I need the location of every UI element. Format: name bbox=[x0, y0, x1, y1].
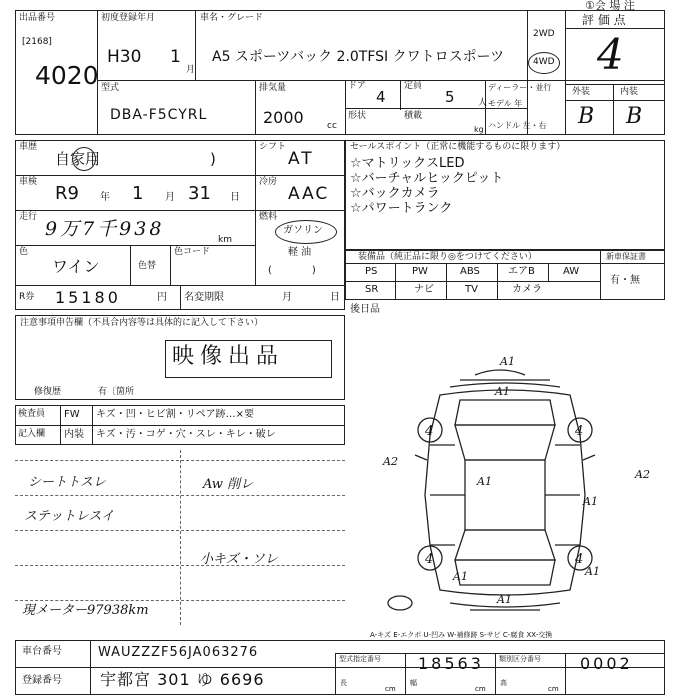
dealer-label: ディーラー・並行 bbox=[488, 83, 552, 92]
first-registration-label: 初度登録年月 bbox=[101, 13, 156, 23]
color-code-label: 色コード bbox=[174, 247, 211, 257]
model-name: A5 スポーツバック 2.0TFSI クワトロスポーツ bbox=[212, 49, 505, 65]
note-line-4: 小キズ・ソレ bbox=[200, 552, 278, 567]
warranty-label: 新車保証書 bbox=[606, 252, 646, 261]
fuel-circle bbox=[275, 220, 337, 244]
mark-a1-right-mid: A1 bbox=[583, 495, 598, 508]
recycle-value: 15180 bbox=[55, 288, 121, 307]
inspection-day-unit: 日 bbox=[230, 192, 240, 203]
interior-label: 内装 bbox=[64, 429, 84, 440]
displacement-label: 排気量 bbox=[259, 83, 287, 93]
displacement-value: 2000 bbox=[263, 108, 304, 127]
inspector-row2: キズ・汚・コゲ・穴・スレ・キレ・破レ bbox=[96, 429, 276, 440]
mileage-unit: km bbox=[218, 235, 232, 245]
inspection-day: 31 bbox=[188, 183, 211, 204]
four-wd-label: 4WD bbox=[533, 57, 555, 67]
selling-point-1: ☆マトリックスLED bbox=[350, 156, 465, 171]
mark-a1-rear: A1 bbox=[453, 570, 468, 583]
repair-history-label: 修復歴 bbox=[34, 387, 62, 397]
loading-label: 積載 bbox=[404, 111, 423, 121]
width-label: 幅 bbox=[410, 679, 417, 687]
class-label: 類別区分番号 bbox=[499, 655, 541, 663]
handle-label: ハンドル 左・右 bbox=[488, 121, 547, 130]
interior-grade: B bbox=[626, 104, 643, 129]
equip-sr: SR bbox=[365, 284, 379, 295]
doors-label: ドア bbox=[348, 81, 366, 91]
small-lot-number: [2168] bbox=[22, 37, 52, 47]
lot-number: 4020 bbox=[35, 61, 99, 90]
inspection-era-year: R9 bbox=[55, 183, 79, 204]
usage-label: 車歴 bbox=[19, 142, 38, 152]
equip-airbag: エアB bbox=[508, 266, 535, 277]
inspector-label: 検査員 bbox=[18, 409, 46, 419]
fw-label: FW bbox=[64, 409, 80, 420]
registration-month-unit: 月 bbox=[186, 65, 196, 75]
mark-4-rr: 4 bbox=[575, 552, 584, 567]
recycle-unit: 円 bbox=[157, 292, 167, 303]
kg-label: kg bbox=[474, 125, 484, 134]
exterior-grade: B bbox=[578, 104, 595, 129]
four-wd-circle bbox=[528, 52, 560, 74]
deadline-label: 名変期限 bbox=[184, 292, 224, 303]
aircon-label: 冷房 bbox=[259, 177, 278, 187]
odometer-note: 現メーター97938km bbox=[22, 603, 149, 618]
note-line-2: ステットレスイ bbox=[24, 509, 115, 524]
mark-a1-bottom: A1 bbox=[497, 593, 512, 606]
note-line-1: シートトスレ bbox=[28, 475, 106, 490]
mark-a2-left: A2 bbox=[383, 455, 398, 468]
mark-4-fl: 4 bbox=[425, 424, 434, 439]
selling-point-2: ☆バーチャルヒックピット bbox=[350, 171, 504, 186]
equip-camera: カメラ bbox=[512, 284, 542, 295]
score-value: 4 bbox=[597, 30, 624, 79]
equipment-title: 装備品（純正品に限り◎をつけてください） bbox=[358, 252, 537, 262]
exterior-grade-label: 外装 bbox=[572, 87, 591, 97]
cert-label: 型式指定番号 bbox=[339, 655, 381, 663]
inspection-month: 1 bbox=[132, 183, 144, 204]
deadline-day-unit: 日 bbox=[330, 292, 340, 303]
warranty-value: 有・無 bbox=[610, 275, 640, 286]
equip-pw: PW bbox=[412, 266, 428, 277]
inspection-label: 車検 bbox=[19, 177, 38, 187]
venue-label: ①会 場 注 bbox=[585, 0, 635, 12]
score-label: 評 価 点 bbox=[582, 13, 626, 27]
mark-a1-top: A1 bbox=[500, 355, 515, 368]
equip-aw: AW bbox=[563, 266, 580, 277]
inspector-row1: キズ・凹・ヒビ割・リペア跡…×要 bbox=[96, 409, 254, 420]
displacement-unit: cc bbox=[327, 121, 337, 131]
mark-a2-right: A2 bbox=[635, 468, 650, 481]
usage-bracket: ) bbox=[210, 150, 216, 168]
height-unit: cm bbox=[548, 685, 559, 693]
inspection-year-unit: 年 bbox=[100, 192, 110, 203]
mark-a1-front: A1 bbox=[495, 385, 510, 398]
two-wd-label: 2WD bbox=[533, 29, 555, 39]
width-unit: cm bbox=[475, 685, 486, 693]
aircon-value: AAC bbox=[288, 184, 330, 204]
height-label: 高 bbox=[500, 679, 507, 687]
model-code: DBA-F5CYRL bbox=[110, 107, 208, 123]
fuel-bracket: ( ) bbox=[268, 265, 316, 276]
car-damage-diagram bbox=[345, 345, 665, 625]
length-label: 長 bbox=[340, 679, 347, 687]
repair-history-value: 有〔箇所 bbox=[98, 387, 135, 397]
mark-a1-rear-right: A1 bbox=[585, 565, 600, 578]
capacity-unit: 人 bbox=[478, 98, 488, 108]
equip-ps: PS bbox=[365, 266, 378, 277]
color-value: ワイン bbox=[52, 257, 100, 276]
cert-value: 18563 bbox=[418, 654, 484, 673]
mark-a1-left: A1 bbox=[477, 475, 492, 488]
shift-value: AT bbox=[288, 149, 315, 169]
mileage-value: 9万7千938 bbox=[45, 218, 165, 240]
equip-abs: ABS bbox=[460, 266, 480, 277]
capacity-value: 5 bbox=[445, 88, 455, 106]
plate-value: 宇都宮 301 ゆ 6696 bbox=[100, 670, 265, 689]
deadline-month-unit: 月 bbox=[282, 292, 292, 303]
usage-circle bbox=[72, 147, 96, 171]
interior-grade-label: 内装 bbox=[620, 87, 639, 97]
color-label: 色 bbox=[19, 247, 29, 257]
note-line-3: Aw 削レ bbox=[203, 477, 254, 492]
after-label: 後日品 bbox=[350, 304, 380, 315]
selling-points-title: セールスポイント（正常に機能するものに限ります） bbox=[350, 142, 566, 152]
model-year-label: モデル 年 bbox=[488, 99, 523, 108]
registration-month: 1 bbox=[170, 47, 181, 67]
capacity-label: 定員 bbox=[404, 81, 423, 91]
vin-value: WAUZZZF56JA063276 bbox=[98, 645, 259, 660]
class-value: 0002 bbox=[580, 654, 633, 673]
video-stamp-text: 映像出品 bbox=[172, 344, 285, 369]
selling-point-3: ☆バックカメラ bbox=[350, 186, 440, 201]
inspection-month-unit: 月 bbox=[165, 192, 175, 203]
equip-navi: ナビ bbox=[414, 284, 434, 295]
notes-title: 注意事項申告欄（不具合内容等は具体的に記入して下さい） bbox=[20, 318, 264, 328]
length-unit: cm bbox=[385, 685, 396, 693]
color-change-label: 色替 bbox=[138, 261, 157, 271]
lot-number-label: 出品番号 bbox=[19, 13, 56, 23]
mark-4-fr: 4 bbox=[575, 424, 584, 439]
shift-label: シフト bbox=[259, 142, 287, 152]
shape-label: 形状 bbox=[348, 111, 367, 121]
equip-tv: TV bbox=[465, 284, 478, 295]
fuel-label: 燃料 bbox=[259, 212, 278, 222]
registration-era-year: H30 bbox=[107, 47, 142, 67]
fuel-gasoline: ガソリン bbox=[283, 225, 323, 236]
doors-value: 4 bbox=[376, 88, 386, 106]
plate-label: 登録番号 bbox=[22, 675, 62, 686]
usage-value: 自家用 bbox=[55, 150, 101, 168]
mark-4-rl: 4 bbox=[425, 552, 434, 567]
selling-point-4: ☆パワートランク bbox=[350, 201, 453, 216]
mileage-label: 走行 bbox=[19, 212, 38, 222]
damage-legend: A-キズ E-エクボ U-凹み W-補修跡 S-サビ C-腐食 XX-交換 bbox=[370, 631, 553, 639]
vin-label: 車台番号 bbox=[22, 646, 62, 657]
entry-label: 記入欄 bbox=[18, 429, 46, 439]
recycle-label: R券 bbox=[19, 292, 35, 302]
model-code-label: 型式 bbox=[101, 83, 120, 93]
model-name-label: 車名・グレード bbox=[200, 13, 264, 23]
fuel-diesel: 軽 油 bbox=[288, 247, 312, 258]
